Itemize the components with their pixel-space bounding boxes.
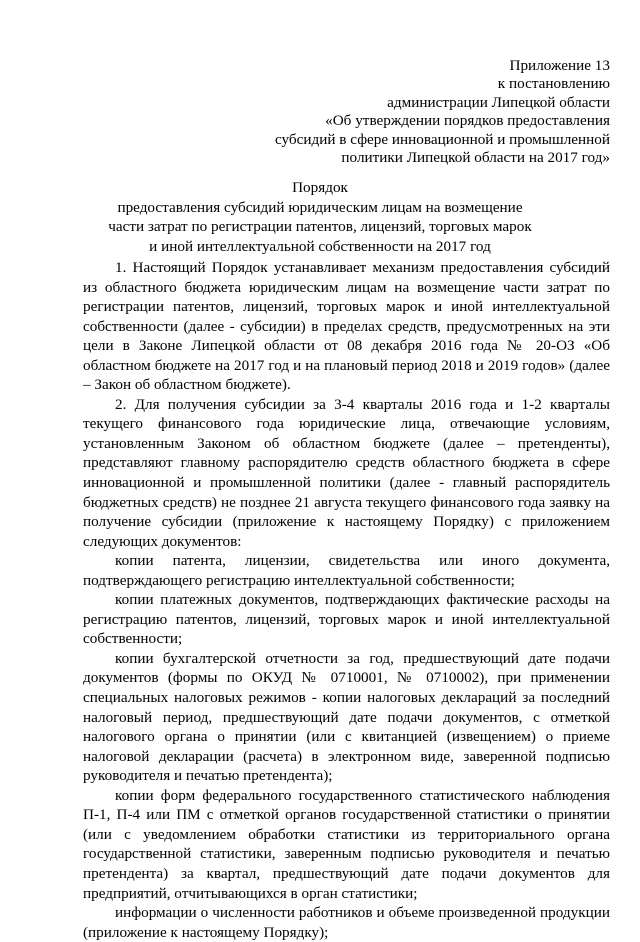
body-line: копии бухгалтерской отчетности за год, предшествующий дате подачи xyxy=(115,649,610,667)
appendix-header xyxy=(275,57,610,167)
title-line: предоставления субсидий юридическим лицам на возмещение xyxy=(117,198,523,216)
body-line: представляют главному распорядителю средств областного бюджета в сфере xyxy=(83,454,610,472)
body-line: инновационной и промышленной политики (далее - главный распорядитель xyxy=(83,474,610,492)
body-line: регистрацию патентов, лицензий, торговых марок и иной интеллектуальной xyxy=(83,610,610,628)
body-line: государственной статистики, заверенным подписью руководителя и печатью xyxy=(83,845,610,863)
document-title xyxy=(0,178,640,256)
body-line: – Закон об областном бюджете). xyxy=(83,376,291,394)
body-line: получение субсидии (приложение к настоящему Порядку) с приложением xyxy=(83,513,610,531)
body-line: собственности (далее - субсидии) в пределах средств, предусмотренных на эти xyxy=(83,317,610,335)
body-line: предприятий, отчитывающихся в орган статистики; xyxy=(83,884,418,902)
body-line: копии платежных документов, подтверждающих фактические расходы на xyxy=(115,591,610,609)
appendix-line: к постановлению xyxy=(497,75,610,93)
body-line: (приложение к настоящему Порядку); xyxy=(83,923,329,941)
appendix-line: субсидий в сфере инновационной и промышленной xyxy=(275,130,610,148)
body-line: регистрации патентов, лицензий, торговых марок и иной интеллектуальной xyxy=(83,298,610,316)
body-line: текущего финансового года юридические лица, отвечающие условиям, xyxy=(83,415,610,433)
body-line: 1. Настоящий Порядок устанавливает механизм предоставления субсидий xyxy=(115,259,610,276)
body-line: 2. Для получения субсидии за 3-4 кварталы 2016 года и 1-2 кварталы xyxy=(115,395,610,413)
body-line: цели в Законе Липецкой области от 08 декабря 2016 года № 20-ОЗ «Об xyxy=(83,337,610,355)
document-body xyxy=(83,258,610,942)
body-line: документов (формы по ОКУД № 0710001, № 0710002), при применении xyxy=(83,669,610,687)
body-line: областном бюджете на 2017 год и на плановый период 2018 и 2019 годов» (далее xyxy=(83,356,610,374)
body-line: информации о численности работников и объеме произведенной продукции xyxy=(115,904,610,922)
body-line: подтверждающего регистрацию интеллектуальной собственности; xyxy=(83,571,515,589)
appendix-line: «Об утверждении порядков предоставления xyxy=(325,112,610,130)
body-line: из областного бюджета юридическим лицам на возмещение части затрат по xyxy=(83,278,610,296)
body-line: налогового органа о принятии (или с квитанцией (извещением) о приеме xyxy=(83,728,610,746)
body-line: бюджетных средств) не позднее 21 августа текущего финансового года заявку на xyxy=(83,493,610,511)
body-line: налоговой декларации (расчета) в электронном виде, заверенной подписью xyxy=(83,747,610,765)
body-line: претендента) за квартал, предшествующий дате подачи документов для xyxy=(83,864,610,882)
appendix-line: администрации Липецкой области xyxy=(387,93,610,111)
body-line: П-1, П-4 или ПМ с отметкой органов государственной статистики о принятии xyxy=(83,806,610,824)
body-line: копии форм федерального государственного статистического наблюдения xyxy=(115,786,610,804)
appendix-line: политики Липецкой области на 2017 год» xyxy=(341,149,610,167)
title-line: части затрат по регистрации патентов, лицензий, торговых марок xyxy=(108,218,532,235)
body-line: руководителя и печатью претендента); xyxy=(83,767,333,785)
body-line: следующих документов: xyxy=(83,532,242,550)
body-line: собственности; xyxy=(83,630,183,648)
body-line: (или с уведомлением обработки статистики из территориального органа xyxy=(83,825,610,843)
title-line: Порядок xyxy=(292,179,348,196)
appendix-line: Приложение 13 xyxy=(509,57,610,74)
title-line: и иной интеллектуальной собственности на 2017 год xyxy=(149,237,491,255)
body-line: специальных налоговых режимов - копии налоговых деклараций за последний xyxy=(83,689,610,707)
body-line: налоговый период, предшествующий дате подачи документов, с отметкой xyxy=(83,708,610,726)
body-line: копии патента, лицензии, свидетельства или иного документа, xyxy=(115,552,610,570)
body-line: установленным Законом об областном бюджете (далее – претенденты), xyxy=(83,434,610,452)
